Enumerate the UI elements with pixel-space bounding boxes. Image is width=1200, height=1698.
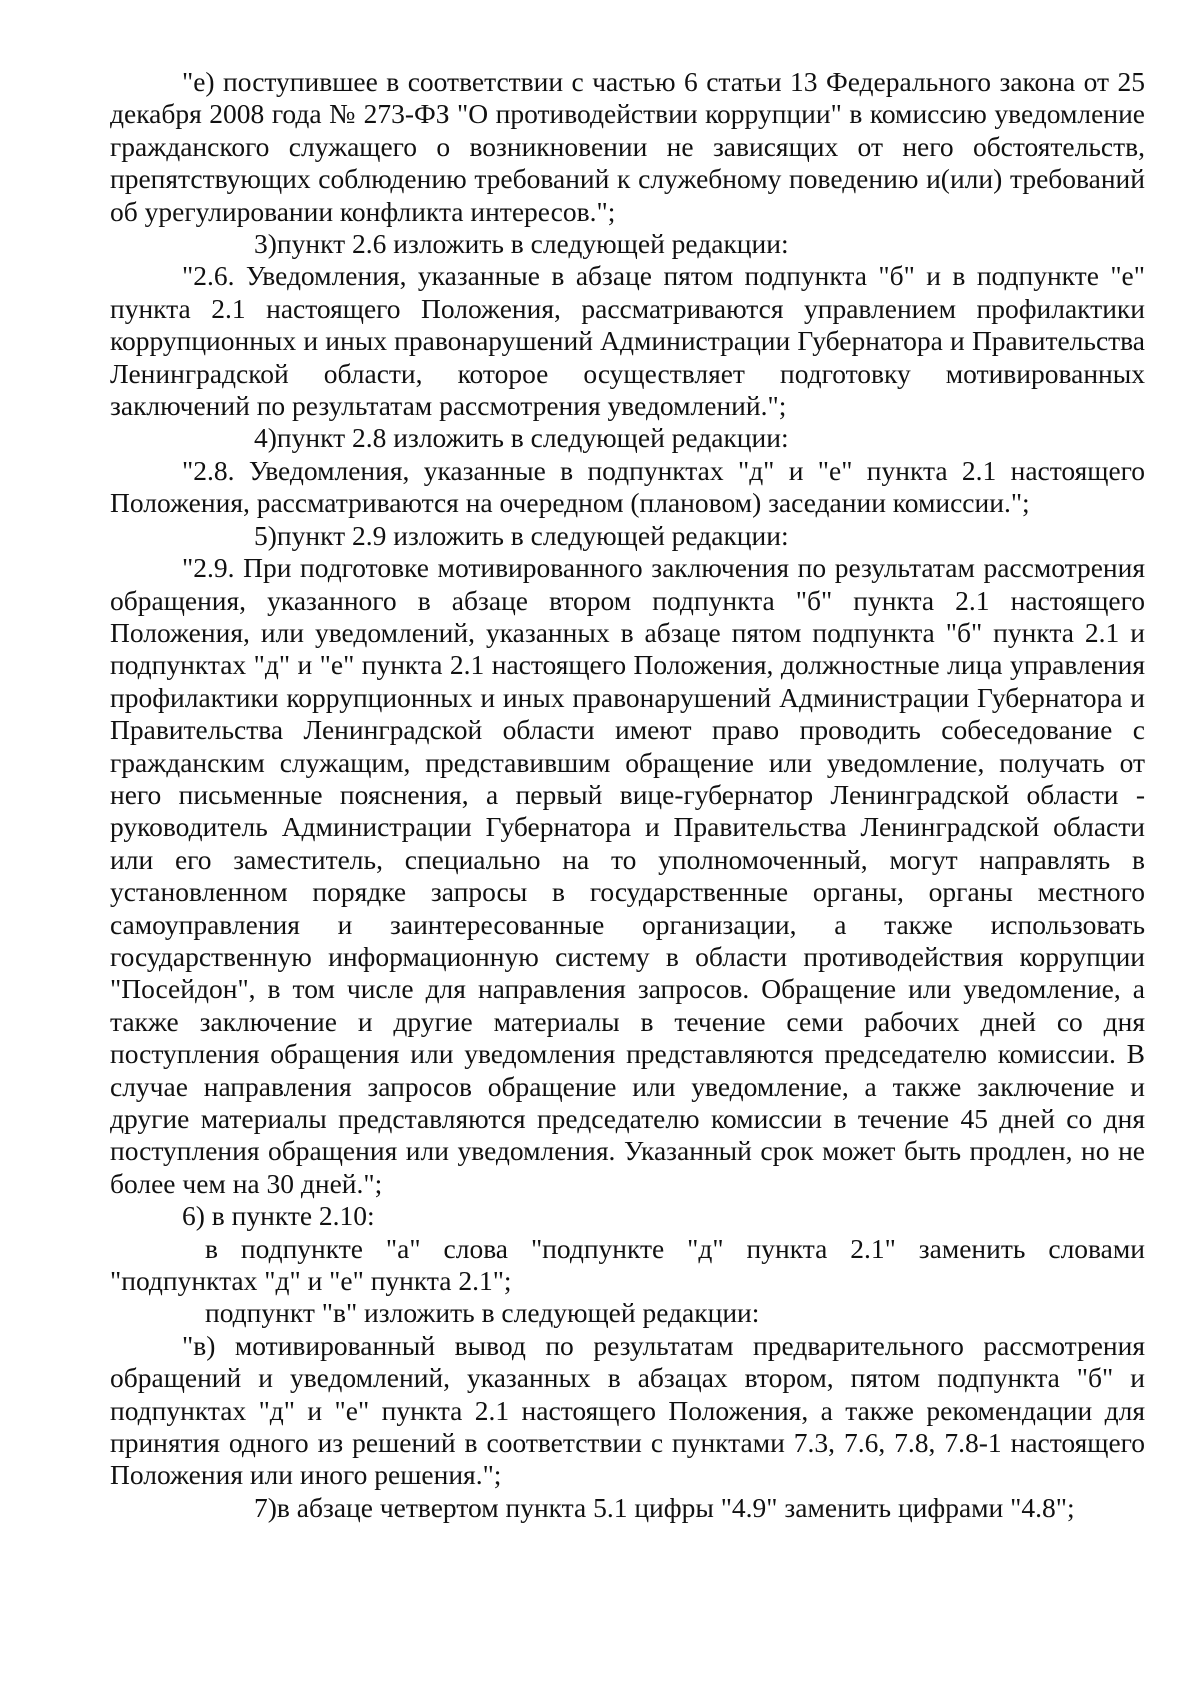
item-number: 7): [254, 1491, 277, 1523]
item-text: в пункте 2.10:: [211, 1200, 375, 1232]
list-item-6: [110, 1200, 1145, 1232]
item-number: 3): [254, 228, 277, 260]
paragraph-clause-2-9: "2.9. При подготовке мотивированного заключения по результатам рассмотрения обращения, указанного в абзаце втором подпункта "б" пункта 2.1 настоящего Положения, или уведомлений, указанных в абзаце пятом подпункта "б" пункта 2.1 и подпунктах "д" и "е" пункта 2.1 настоящего Положения, должностные лица управления профилактики коррупционных и иных правонарушений Администрации Губернатора и Правительства Ленинградской области имеют право проводить собеседование с гражданским служащим, представившим обращение или уведомление, получать от него письменные пояснения, а первый вице-губернатор Ленинградской области - руководитель Администрации Губернатора и Правительства Ленинградской области или его заместитель, специально на то уполномоченный, могут направлять в установленном порядке запросы в государственные органы, органы местного самоуправления и заинтересованные организации, а также использовать государственную информационную систему в области противодействия коррупции "Посейдон", в том числе для направления запросов. Обращение или уведомление, а также заключение и другие материалы в течение семи рабочих дней со дня поступления обращения или уведомления представляются председателю комиссии. В случае направления запросов обращение или уведомление, а также заключение и другие материалы представляются председателю комиссии в течение 45 дней со дня поступления обращения или уведомления. Указанный срок может быть продлен, но не более чем на 30 дней.";: [110, 552, 1145, 1199]
item-number: 6): [182, 1200, 205, 1232]
paragraph-clause-2-8: "2.8. Уведомления, указанные в подпунктах "д" и "е" пункта 2.1 настоящего Положения, рассматриваются на очередном (плановом) заседании комиссии.";: [110, 454, 1145, 519]
paragraph-clause-v: "в) мотивированный вывод по результатам предварительного рассмотрения обращений и уведомлений, указанных в абзацах втором, пятом подпункта "б" и подпунктах "д" и "е" пункта 2.1 настоящего Положения, а также рекомендации для принятия одного из решений в соответствии с пунктами 7.3, 7.6, 7.8, 7.8-1 настоящего Положения или иного решения.";: [110, 1329, 1145, 1491]
item-number: 4): [254, 422, 277, 454]
list-item-7: [110, 1492, 1145, 1524]
paragraph-subclause-v: подпункт "в" изложить в следующей редакции:: [205, 1297, 760, 1329]
paragraph-clause-2-6: "2.6. Уведомления, указанные в абзаце пятом подпункта "б" и в подпункте "е" пункта 2.1 настоящего Положения, рассматриваются управлением профилактики коррупционных и иных правонарушений Администрации Губернатора и Правительства Ленинградской области, которое осуществляет подготовку мотивированных заключений по результатам рассмотрения уведомлений.";: [110, 260, 1145, 422]
paragraph-subclause-a: в подпункте "а" слова "подпункте "д" пункта 2.1" заменить словами "подпунктах "д" и "е" пункта 2.1";: [110, 1232, 1145, 1297]
list-item-3: [110, 228, 1145, 260]
item-text: пункт 2.6 изложить в следующей редакции:: [276, 228, 789, 260]
list-item-4: [110, 422, 1145, 454]
document-body: [110, 66, 1145, 1524]
item-text: пункт 2.8 изложить в следующей редакции:: [276, 422, 789, 454]
paragraph-clause-e: "е) поступившее в соответствии с частью 6 статьи 13 Федерального закона от 25 декабря 2008 года № 273-ФЗ "О противодействии коррупции" в комиссию уведомление гражданского служащего о возникновении не зависящих от него обстоятельств, препятствующих соблюдению требований к служебному поведению и(или) требований об урегулировании конфликта интересов.";: [110, 66, 1145, 227]
item-number: 5): [254, 519, 277, 551]
item-text: в абзаце четвертом пункта 5.1 цифры "4.9" заменить цифрами "4.8";: [276, 1491, 1075, 1523]
list-item-5: [110, 520, 1145, 552]
item-text: пункт 2.9 изложить в следующей редакции:: [276, 519, 789, 551]
